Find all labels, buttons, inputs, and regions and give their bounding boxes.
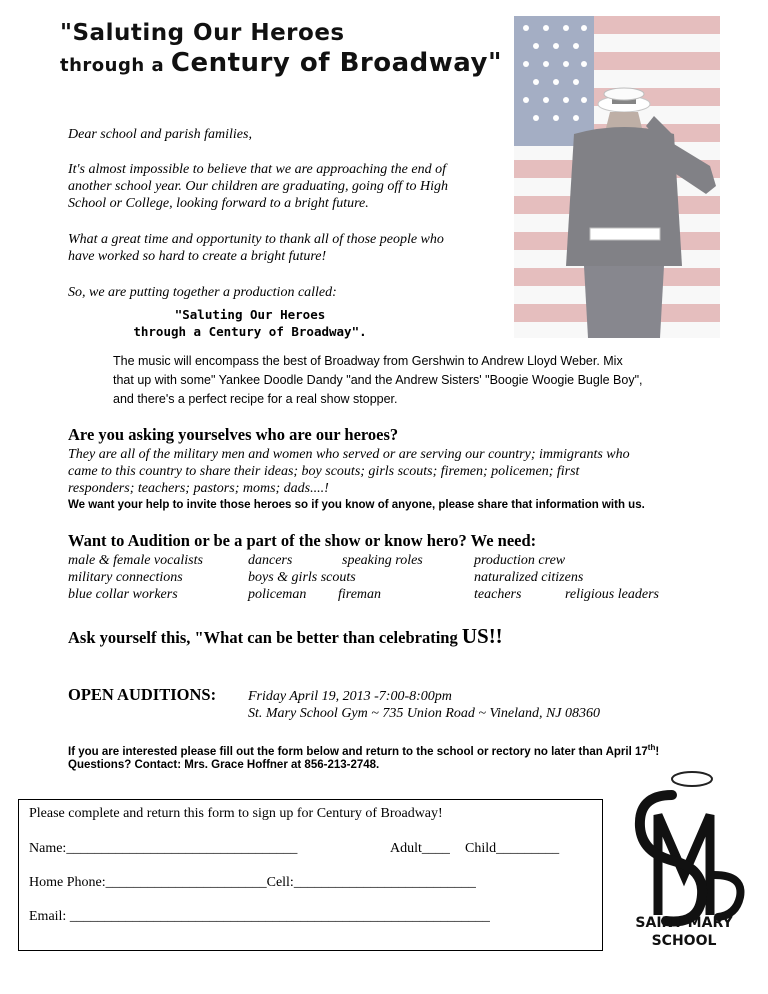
- need-item: boys & girls scouts: [248, 570, 356, 585]
- title-line-1: "Saluting Our Heroes: [60, 20, 345, 46]
- letter-para2-line1: What a great time and opportunity to thank all of those people who: [68, 232, 444, 247]
- ask-text: Ask yourself this, "What can be better than celebrating: [68, 628, 462, 647]
- heroes-line1: They are all of the military men and women who served or are serving our country; immigrants who: [68, 447, 630, 462]
- interest-end: !: [655, 745, 660, 758]
- open-auditions-label: OPEN AUDITIONS:: [68, 685, 217, 704]
- need-item: dancers: [248, 553, 293, 568]
- adult-field[interactable]: Adult____: [390, 841, 450, 856]
- need-item: policeman: [248, 587, 307, 602]
- need-item: speaking roles: [342, 553, 423, 568]
- interest-line2: Questions? Contact: Mrs. Grace Hoffner at 856-213-2748.: [68, 759, 380, 771]
- signup-form: [18, 799, 603, 951]
- flyer-title: [60, 18, 502, 78]
- music-line3: and there's a perfect recipe for a real show stopper.: [113, 392, 398, 406]
- interest-sup: th: [647, 743, 656, 752]
- flag-soldier-image: [514, 16, 720, 338]
- form-intro: Please complete and return this form to sign up for Century of Broadway!: [29, 806, 443, 821]
- letter-para1-line2: another school year. Our children are graduating, going off to High: [68, 179, 449, 194]
- need-item: military connections: [68, 570, 183, 585]
- ask-us: US!!: [461, 624, 503, 648]
- music-line2: that up with some" Yankee Doodle Dandy "and the Andrew Sisters' "Boogie Woogie Bugle Boy",: [113, 373, 643, 387]
- letter-greeting: Dear school and parish families,: [68, 127, 252, 142]
- audition-heading: Want to Audition or be a part of the show or know hero? We need:: [68, 531, 537, 550]
- title-line-2: [60, 48, 502, 78]
- ask-yourself: [68, 624, 503, 649]
- letter-para1-line1: It's almost impossible to believe that we are approaching the end of: [68, 162, 446, 177]
- heroes-line2: came to this country to share their ideas; boy scouts; girls scouts; firemen; policemen; first: [68, 464, 580, 479]
- logo-line1: SAINT MARY: [635, 915, 733, 931]
- name-field[interactable]: Name:_________________________________: [29, 841, 298, 856]
- audition-location: St. Mary School Gym ~ 735 Union Road ~ Vineland, NJ 08360: [248, 706, 601, 721]
- heroes-line3: responders; teachers; pastors; moms; dads....!: [68, 481, 329, 496]
- letter-para1-line3: School or College, looking forward to a bright future.: [68, 196, 369, 211]
- saint-mary-school-logo: [618, 765, 750, 955]
- need-item: blue collar workers: [68, 587, 178, 602]
- need-item: production crew: [474, 553, 566, 568]
- interest-text: If you are interested please fill out the form below and return to the school or rectory no later than April 17: [68, 745, 648, 758]
- heroes-heading: Are you asking yourselves who are our heroes?: [68, 425, 399, 444]
- letter-para2-line2: have worked so hard to create a bright future!: [68, 249, 327, 264]
- need-item: teachers: [474, 587, 522, 602]
- child-field[interactable]: Child_________: [465, 841, 560, 856]
- music-paragraph: [113, 352, 713, 409]
- phone-field[interactable]: Home Phone:_______________________Cell:__________________________: [29, 875, 476, 890]
- need-item: religious leaders: [565, 587, 659, 602]
- music-line1: The music will encompass the best of Broadway from Gershwin to Andrew Lloyd Weber. Mix: [113, 354, 623, 368]
- need-item: naturalized citizens: [474, 570, 584, 585]
- production-title-line2: through a Century of Broadway".: [133, 324, 367, 339]
- title-line-2-large: Century of Broadway": [170, 48, 502, 78]
- need-item: fireman: [338, 587, 382, 602]
- audition-date: Friday April 19, 2013 -7:00-8:00pm: [248, 689, 452, 704]
- heroes-invite: We want your help to invite those heroes so if you know of anyone, please share that information with us.: [68, 499, 645, 511]
- need-item: male & female vocalists: [68, 553, 203, 568]
- email-field[interactable]: Email: ____________________________________________________________: [29, 909, 490, 924]
- letter-para3: So, we are putting together a production called:: [68, 285, 337, 300]
- production-title-line1: "Saluting Our Heroes: [174, 307, 326, 322]
- title-line-2-small: through a: [60, 55, 171, 76]
- logo-line2: SCHOOL: [651, 933, 717, 949]
